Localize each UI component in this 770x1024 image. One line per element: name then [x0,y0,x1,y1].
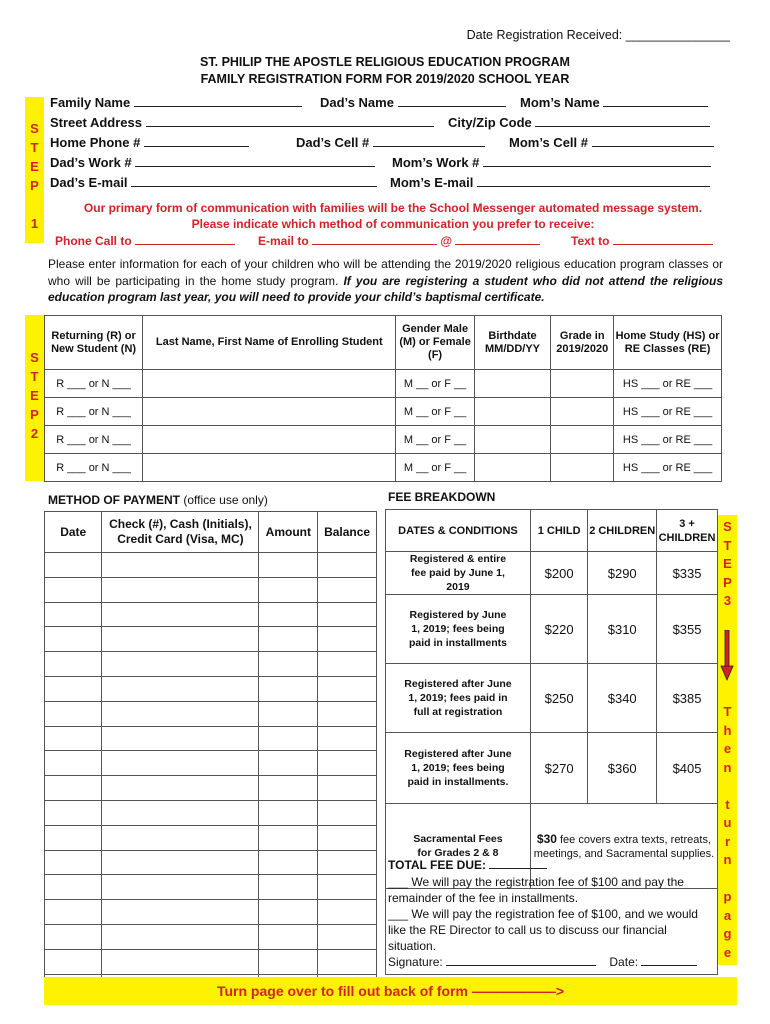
text-to-field[interactable] [571,233,713,248]
payment-cell-method[interactable] [102,949,259,974]
col-pay-date: Date [45,512,102,553]
enrollment-cell-program[interactable]: HS ___ or RE ___ [614,370,722,398]
payment-row [45,602,377,627]
enrollment-cell-gender[interactable]: M __ or F __ [396,454,474,482]
col-three-children: 3 + CHILDREN [657,510,718,552]
fee-row [386,552,718,595]
step-tab-letter: h [723,722,732,738]
payment-cell-date[interactable] [45,949,102,974]
enrollment-cell-grade[interactable] [551,398,614,426]
payment-cell-amount[interactable] [259,676,318,701]
step1-tab [25,97,44,243]
down-arrow-icon [720,630,734,682]
payment-header-row [45,512,377,553]
payment-cell-amount[interactable] [259,825,318,850]
step-tab-letter: T [30,140,39,155]
col-pay-amount: Amount [259,512,318,553]
payment-cell-method[interactable] [102,900,259,925]
col-dates-conditions: DATES & CONDITIONS [386,510,531,552]
payment-cell-method[interactable] [102,602,259,627]
fee-row [386,664,718,733]
fee-condition: Registered after June 1, 2019; fees being paid in installments. [386,733,531,804]
step-tab-letter: T [723,537,732,553]
enrollment-row [45,398,722,426]
payment-row [45,553,377,578]
payment-cell-date[interactable] [45,602,102,627]
step-tab-letter: E [723,556,732,571]
payment-cell-method[interactable] [102,701,259,726]
moms-email-label: Mom’s E-mail [390,175,474,190]
fee-amount-one: $200 [530,552,587,595]
payment-cell-balance[interactable] [318,776,377,801]
enrollment-cell-birthdate[interactable] [474,398,551,426]
payment-cell-amount[interactable] [259,627,318,652]
payment-row [45,776,377,801]
payment-cell-amount[interactable] [259,577,318,602]
enrollment-cell-gender[interactable]: M __ or F __ [396,370,474,398]
col-pay-method: Check (#), Cash (Initials), Credit Card (Visa, MC) [102,512,259,553]
payment-cell-date[interactable] [45,850,102,875]
payment-cell-balance[interactable] [318,726,377,751]
payment-row [45,850,377,875]
turn-page-banner: Turn page over to fill out back of form ——————> [44,977,737,1005]
moms-name-label: Mom’s Name [520,95,600,110]
step-tab-letter: S [30,121,39,136]
enrollment-cell-name[interactable] [143,370,396,398]
fee-amount-one: $270 [530,733,587,804]
enrollment-cell-program[interactable]: HS ___ or RE ___ [614,454,722,482]
payment-cell-date[interactable] [45,676,102,701]
email-to-field[interactable] [258,233,540,248]
step-tab-letter: e [723,944,732,960]
payment-cell-date[interactable] [45,652,102,677]
step-tab-letter: E [30,159,39,174]
fee-condition: Registered & entire fee paid by June 1, 2019 [386,552,531,595]
signature-field[interactable] [446,954,596,966]
payment-cell-amount[interactable] [259,602,318,627]
col-student-name: Last Name, First Name of Enrolling Student [143,316,396,370]
dads-cell-label: Dad’s Cell # [296,135,370,150]
enrollment-cell-grade[interactable] [551,454,614,482]
communication-note-line-2: Please indicate which method of communication you prefer to receive: [191,217,595,231]
payment-option-1[interactable]: ___ We will pay the registration fee of $100 and pay the remainder of the fee in installments. [388,875,684,905]
signature-row [388,954,715,970]
payment-row [45,676,377,701]
payment-cell-amount[interactable] [259,875,318,900]
enrollment-cell-gender[interactable]: M __ or F __ [396,426,474,454]
payment-cell-balance[interactable] [318,602,377,627]
city-zip-field[interactable] [448,115,710,130]
payment-title-note: (office use only) [183,493,268,507]
payment-cell-amount[interactable] [259,751,318,776]
payment-cell-balance[interactable] [318,924,377,949]
fee-row [386,733,718,804]
fee-amount-one: $220 [530,595,587,664]
step-tab-letter: n [723,852,732,867]
enrollment-row [45,426,722,454]
text-to-label: Text to [571,234,610,248]
title-line-1: ST. PHILIP THE APOSTLE RELIGIOUS EDUCATION PROGRAM [200,55,570,69]
enrollment-cell-returning[interactable]: R ___ or N ___ [45,398,143,426]
enrollment-cell-grade[interactable] [551,370,614,398]
step-tab-letter: T [723,704,732,719]
phone-call-label: Phone Call to [55,234,132,248]
payment-cell-balance[interactable] [318,800,377,825]
step-tab-letter [25,195,44,214]
moms-cell-label: Mom’s Cell # [509,135,588,150]
communication-note-line-1: Our primary form of communication with families will be the School Messenger automated message system. [83,201,703,215]
dads-name-label: Dad’s Name [320,95,394,110]
payment-cell-date[interactable] [45,751,102,776]
payment-cell-amount[interactable] [259,800,318,825]
total-fee-label: TOTAL FEE DUE: [388,858,487,872]
payment-cell-method[interactable] [102,676,259,701]
step-tab-letter: S [723,519,732,534]
home-phone-label: Home Phone # [50,135,141,150]
payment-cell-balance[interactable] [318,751,377,776]
enrollment-cell-name[interactable] [143,454,396,482]
payment-cell-method[interactable] [102,726,259,751]
col-birthdate: Birthdate MM/DD/YY [474,316,551,370]
step-tab-letter: P [30,178,39,193]
step3-tab [718,515,737,965]
payment-cell-method[interactable] [102,751,259,776]
dads-email-label: Dad’s E-mail [50,175,128,190]
payment-row [45,627,377,652]
family-name-label: Family Name [50,95,131,110]
col-pay-balance: Balance [318,512,377,553]
fee-condition: Registered by June 1, 2019; fees being paid in installments [386,595,531,664]
moms-name-field[interactable] [520,95,708,110]
col-returning: Returning (R) or New Student (N) [45,316,143,370]
payment-cell-method[interactable] [102,850,259,875]
fee-header-row [386,510,718,552]
fee-amount-two: $310 [588,595,657,664]
payment-cell-method[interactable] [102,577,259,602]
payment-cell-balance[interactable] [318,900,377,925]
enrollment-row [45,454,722,482]
step-tab-letter: 3 [723,593,732,608]
signature-label: Signature: [388,955,443,969]
payment-cell-date[interactable] [45,776,102,801]
payment-cell-balance[interactable] [318,850,377,875]
payment-cell-amount[interactable] [259,701,318,726]
step-tab-letter: P [30,407,39,422]
payment-row [45,800,377,825]
payment-cell-method[interactable] [102,652,259,677]
step-tab-letter [718,685,737,704]
enrollment-cell-returning[interactable]: R ___ or N ___ [45,426,143,454]
payment-cell-method[interactable] [102,924,259,949]
step-tab-letter [718,870,737,889]
payment-cell-amount[interactable] [259,726,318,751]
col-two-children: 2 CHILDREN [588,510,657,552]
enrollment-cell-returning[interactable]: R ___ or N ___ [45,454,143,482]
enrollment-cell-program[interactable]: HS ___ or RE ___ [614,398,722,426]
step-tab-letter: P [723,574,732,590]
step-tab-letter [718,611,737,630]
street-address-label: Street Address [50,115,142,130]
step2-tab [25,315,44,481]
step-tab-letter: 1 [30,216,39,231]
step-tab-letter: u [723,815,732,830]
enrollment-cell-name[interactable] [143,426,396,454]
communication-note [48,200,738,232]
payment-cell-method[interactable] [102,553,259,578]
payment-row [45,652,377,677]
fee-row [386,595,718,664]
total-fee-box [385,853,718,975]
title-line-2: FAMILY REGISTRATION FORM FOR 2019/2020 SCHOOL YEAR [200,72,570,86]
payment-cell-amount[interactable] [259,776,318,801]
enrollment-row [45,370,722,398]
payment-row [45,949,377,974]
payment-row [45,726,377,751]
payment-option-2[interactable]: ___ We will pay the registration fee of $100, and we would like the RE Director to call us to discuss our financial situation. [388,907,698,953]
payment-cell-amount[interactable] [259,652,318,677]
step-tab-letter: S [30,350,39,365]
payment-cell-balance[interactable] [318,577,377,602]
payment-cell-date[interactable] [45,825,102,850]
payment-row [45,924,377,949]
payment-cell-method[interactable] [102,875,259,900]
sacramental-fee-label: Sacramental Fees for Grades 2 & 8 [386,804,531,889]
fee-condition: Registered after June 1, 2019; fees paid in full at registration [386,664,531,733]
email-to-label: E-mail to [258,234,309,248]
payment-cell-amount[interactable] [259,850,318,875]
payment-title-bold: METHOD OF PAYMENT [48,493,181,507]
fee-breakdown-title: FEE BREAKDOWN [388,490,496,504]
payment-cell-method[interactable] [102,825,259,850]
payment-cell-date[interactable] [45,577,102,602]
fee-amount-three: $385 [657,664,718,733]
instructions-text: Please enter information for each of your children who will be attending the 2019/2020 religious education program classes or who will be participating in the home study program. [48,257,723,288]
enrollment-cell-grade[interactable] [551,426,614,454]
city-zip-label: City/Zip Code [448,115,532,130]
step-tab-letter: n [723,759,732,775]
fee-amount-two: $360 [588,733,657,804]
payment-row [45,577,377,602]
payment-cell-amount[interactable] [259,924,318,949]
step-tab-letter: e [723,741,732,756]
enrollment-cell-gender[interactable]: M __ or F __ [396,398,474,426]
payment-cell-date[interactable] [45,875,102,900]
step-tab-letter: g [723,926,732,941]
payment-cell-amount[interactable] [259,553,318,578]
fee-amount-three: $335 [657,552,718,595]
enrollment-cell-returning[interactable]: R ___ or N ___ [45,370,143,398]
fee-amount-three: $405 [657,733,718,804]
enrollment-cell-birthdate[interactable] [474,426,551,454]
moms-work-label: Mom’s Work # [392,155,480,170]
payment-row [45,900,377,925]
dads-cell-field[interactable] [296,135,485,150]
col-one-child: 1 CHILD [530,510,587,552]
enrollment-cell-program[interactable]: HS ___ or RE ___ [614,426,722,454]
payment-row [45,825,377,850]
fee-breakdown-table [385,509,718,889]
payment-cell-date[interactable] [45,800,102,825]
form-title [0,54,770,88]
payment-cell-date[interactable] [45,701,102,726]
instructions-emphasis: If you are registering a student who did not attend the religious education program last year, you will need to provide your child’s baptismal certificate. [48,273,723,304]
enrollment-cell-name[interactable] [143,398,396,426]
enrollment-table [44,315,722,482]
payment-table [44,511,377,999]
at-sign: @ [440,234,453,248]
step-tab-letter [718,777,737,796]
payment-cell-balance[interactable] [318,701,377,726]
payment-cell-balance[interactable] [318,676,377,701]
payment-cell-date[interactable] [45,627,102,652]
signature-date-field[interactable] [641,954,697,966]
payment-cell-balance[interactable] [318,652,377,677]
enrollment-cell-birthdate[interactable] [474,454,551,482]
moms-email-field[interactable] [390,175,710,190]
payment-row [45,875,377,900]
payment-cell-balance[interactable] [318,949,377,974]
col-program: Home Study (HS) or RE Classes (RE) [614,316,722,370]
payment-cell-method[interactable] [102,800,259,825]
fee-amount-two: $340 [588,664,657,733]
payment-cell-date[interactable] [45,900,102,925]
dads-name-field[interactable] [320,95,506,110]
payment-cell-method[interactable] [102,776,259,801]
dads-work-field[interactable] [50,155,375,170]
moms-work-field[interactable] [392,155,711,170]
payment-row [45,751,377,776]
dads-email-field[interactable] [50,175,377,190]
payment-cell-date[interactable] [45,726,102,751]
street-address-field[interactable] [50,115,434,130]
moms-cell-field[interactable] [509,135,714,150]
family-name-field[interactable] [50,95,302,110]
payment-cell-balance[interactable] [318,825,377,850]
payment-row [45,701,377,726]
total-fee-due-field[interactable] [388,857,715,873]
payment-cell-method[interactable] [102,627,259,652]
dads-work-label: Dad’s Work # [50,155,132,170]
fee-amount-three: $355 [657,595,718,664]
fee-amount-one: $250 [530,664,587,733]
enrollment-instructions [48,256,723,306]
signature-date-label: Date: [609,955,639,969]
sacramental-fee-amount: $30 [536,831,557,846]
col-grade: Grade in 2019/2020 [551,316,614,370]
payment-cell-date[interactable] [45,924,102,949]
step-tab-letter: r [724,833,731,849]
fee-amount-two: $290 [588,552,657,595]
date-received-label: Date Registration Received: _______________ [466,28,730,42]
home-phone-field[interactable] [50,135,249,150]
step-tab-letter: t [725,796,730,812]
payment-cell-amount[interactable] [259,949,318,974]
payment-title [48,493,268,507]
col-gender: Gender Male (M) or Female (F) [396,316,474,370]
step-tab-letter: 2 [30,426,39,441]
step-tab-letter: E [30,388,39,403]
payment-cell-date[interactable] [45,553,102,578]
enrollment-header-row [45,316,722,370]
step-tab-letter: T [30,369,39,384]
payment-cell-balance[interactable] [318,875,377,900]
step-tab-letter: a [723,907,732,923]
payment-cell-balance[interactable] [318,553,377,578]
payment-cell-amount[interactable] [259,900,318,925]
payment-cell-balance[interactable] [318,627,377,652]
enrollment-cell-birthdate[interactable] [474,370,551,398]
sacramental-fee-desc-text: fee covers extra texts, retreats, meetings, and Sacramental supplies. [533,833,715,860]
step-tab-letter: p [723,889,732,904]
phone-call-field[interactable] [55,233,235,248]
